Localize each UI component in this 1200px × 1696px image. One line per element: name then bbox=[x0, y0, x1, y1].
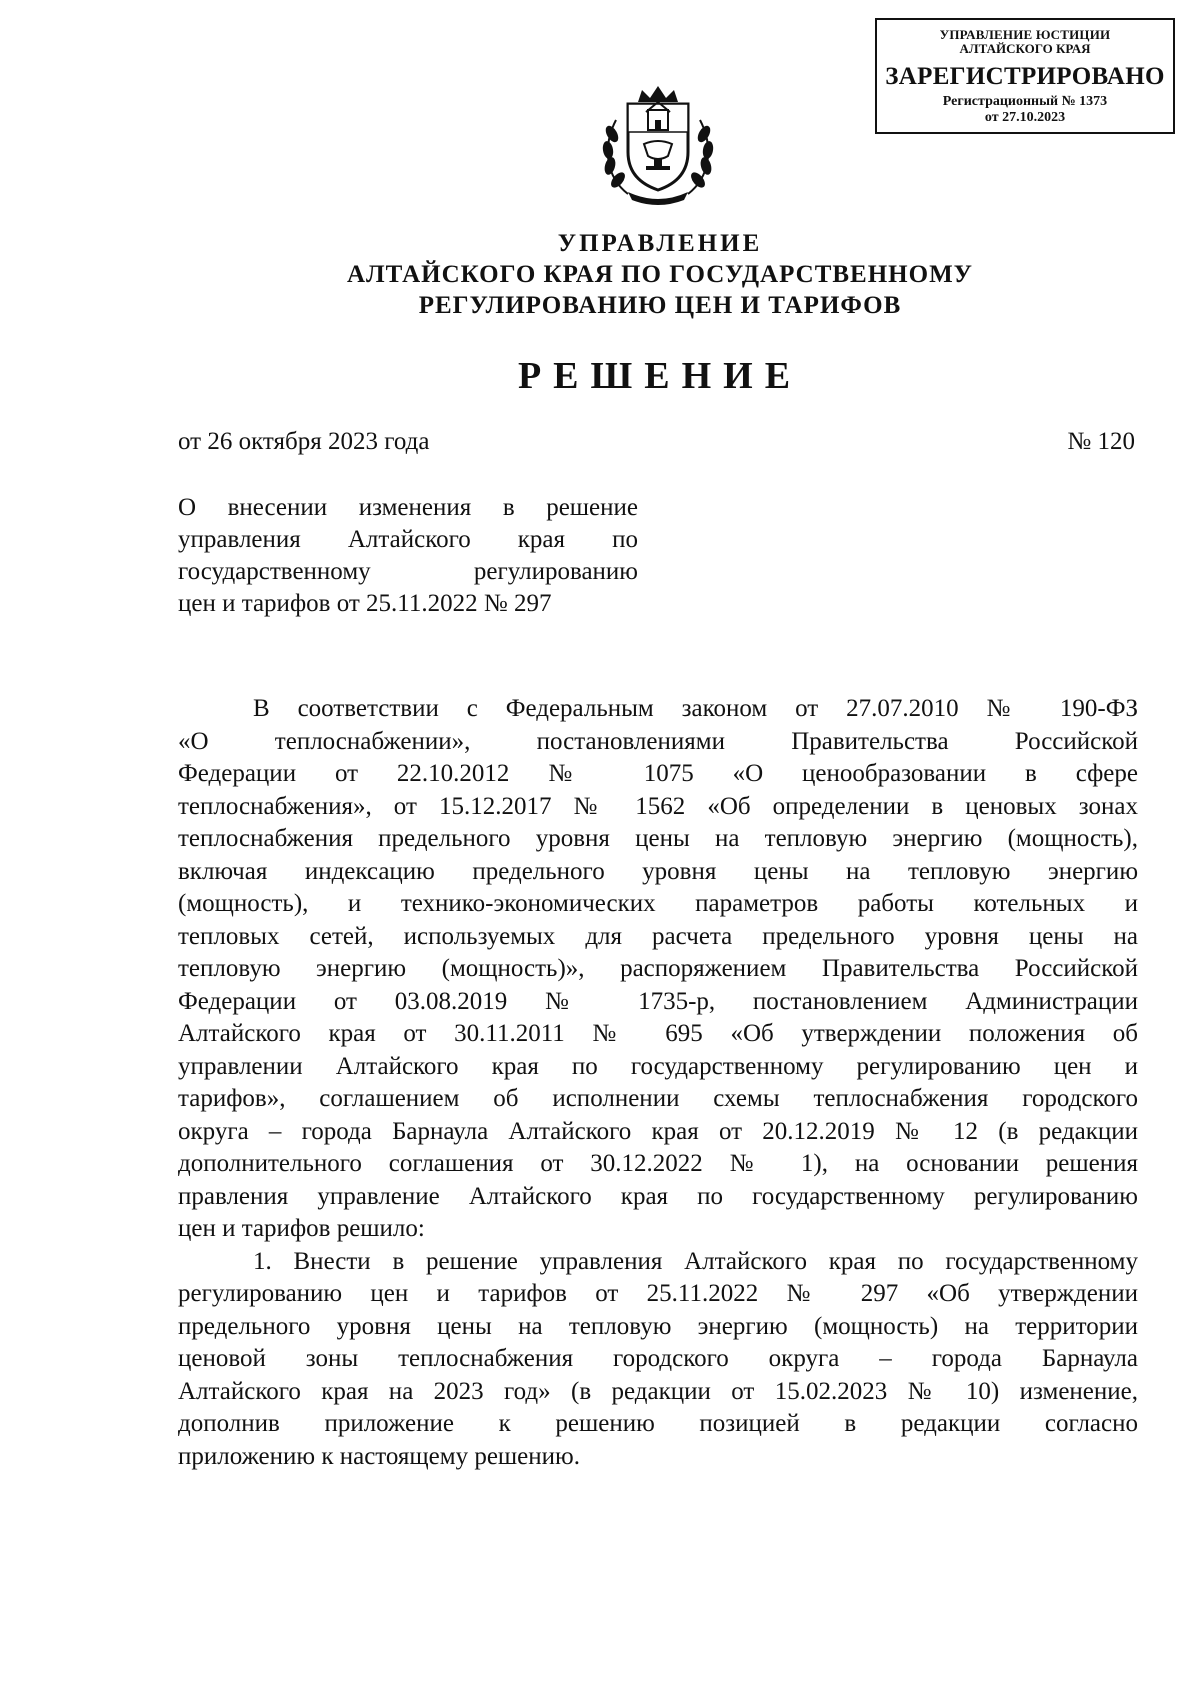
body-line: дополнив приложение к решению позицией в редакции согласно bbox=[178, 1410, 1138, 1437]
document-subject bbox=[178, 492, 638, 620]
document-date: от 26 октября 2023 года bbox=[178, 428, 430, 455]
stamp-reg-number: Регистрационный № 1373 bbox=[942, 94, 1108, 109]
issuing-authority bbox=[0, 228, 1200, 321]
body-line: Алтайского края на 2023 год» (в редакции от 15.02.2023 № 10) изменение, bbox=[178, 1377, 1138, 1405]
document-body bbox=[178, 693, 1138, 1473]
document-number: № 120 bbox=[1067, 428, 1135, 455]
body-line: регулированию цен и тарифов от 25.11.2022 № 297 «Об утверждении bbox=[178, 1280, 1138, 1307]
body-line: ценовой зоны теплоснабжения городского округа – города Барнаула bbox=[178, 1345, 1138, 1372]
stamp-reg-date: от 27.10.2023 bbox=[984, 110, 1066, 125]
coat-of-arms-icon bbox=[598, 82, 718, 207]
body-line: тепловую энергию (мощность)», распоряжением Правительства Российской bbox=[178, 955, 1138, 982]
body-line: правления управление Алтайского края по государственному регулированию bbox=[178, 1182, 1138, 1210]
body-line: предельного уровня цены на тепловую энергию (мощность) на территории bbox=[178, 1312, 1138, 1340]
body-line: округа – города Барнаула Алтайского края от 20.12.2019 № 12 (в редакции bbox=[178, 1117, 1138, 1145]
authority-line-1: УПРАВЛЕНИЕ bbox=[557, 230, 763, 257]
body-line: тарифов», соглашением об исполнении схемы теплоснабжения городского bbox=[178, 1085, 1138, 1112]
stamp-status: ЗАРЕГИСТРИРОВАНО bbox=[885, 63, 1165, 90]
body-line: тепловых сетей, используемых для расчета предельного уровня цены на bbox=[178, 922, 1138, 950]
body-line: 1. Внести в решение управления Алтайского края по государственному bbox=[253, 1247, 1138, 1275]
subject-line: цен и тарифов от 25.11.2022 № 297 bbox=[178, 590, 552, 617]
body-line: (мощность), и технико-экономических параметров работы котельных и bbox=[178, 890, 1138, 917]
body-line: управлении Алтайского края по государственному регулированию цен и bbox=[178, 1052, 1138, 1080]
body-line: дополнительного соглашения от 30.12.2022 № 1), на основании решения bbox=[178, 1150, 1138, 1177]
body-line: «О теплоснабжении», постановлениями Правительства Российской bbox=[178, 727, 1138, 755]
body-line: включая индексацию предельного уровня цены на тепловую энергию bbox=[178, 857, 1138, 885]
body-line: В соответствии с Федеральным законом от 27.07.2010 № 190-ФЗ bbox=[253, 695, 1138, 722]
subject-line: управления Алтайского края по bbox=[178, 526, 638, 553]
body-line: Федерации от 03.08.2019 № 1735-р, постановлением Администрации bbox=[178, 987, 1138, 1015]
subject-line: О внесении изменения в решение bbox=[178, 494, 638, 521]
body-line: теплоснабжения предельного уровня цены на тепловую энергию (мощность), bbox=[178, 825, 1138, 852]
stamp-authority-line1: УПРАВЛЕНИЕ ЮСТИЦИИ bbox=[939, 27, 1111, 42]
body-line: Алтайского края от 30.11.2011 № 695 «Об утверждении положения об bbox=[178, 1020, 1138, 1047]
registration-stamp bbox=[875, 18, 1175, 134]
document-type: РЕШЕНИЕ bbox=[517, 355, 803, 397]
body-line: цен и тарифов решило: bbox=[178, 1215, 425, 1242]
body-line: приложению к настоящему решению. bbox=[178, 1442, 580, 1470]
stamp-authority-line2: АЛТАЙСКОГО КРАЯ bbox=[959, 41, 1091, 56]
authority-line-3: РЕГУЛИРОВАНИЮ ЦЕН И ТАРИФОВ bbox=[418, 292, 902, 319]
body-line: теплоснабжения», от 15.12.2017 № 1562 «Об определении в ценовых зонах bbox=[178, 792, 1138, 820]
body-line: Федерации от 22.10.2012 № 1075 «О ценообразовании в сфере bbox=[178, 760, 1138, 787]
authority-line-2: АЛТАЙСКОГО КРАЯ ПО ГОСУДАРСТВЕННОМУ bbox=[346, 261, 974, 288]
subject-line: государственному регулированию bbox=[178, 558, 638, 585]
